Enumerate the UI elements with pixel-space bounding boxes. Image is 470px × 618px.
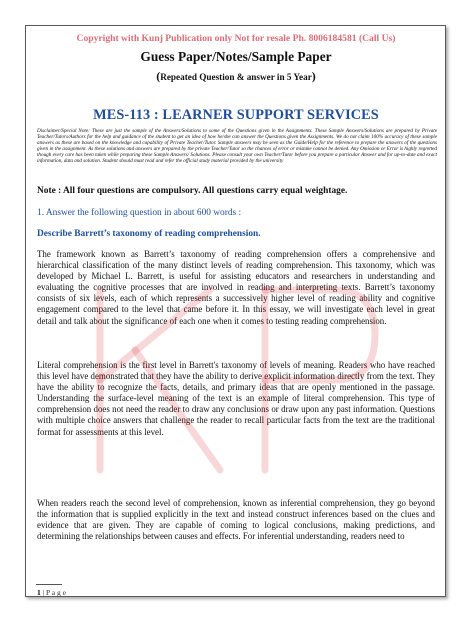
footer-separator: |: [40, 588, 47, 597]
footer-rule: [36, 584, 62, 585]
question-prompt: Describe Barrett’s taxonomy of reading comprehension.: [37, 229, 261, 239]
page-label: P a g e: [46, 588, 66, 597]
copyright-banner: Copyright with Kunj Publication only Not for resale Ph. 8006184581 (Call Us): [76, 33, 396, 44]
disclaimer-text: Disclaimer/Special Note: These are just the sample of the Answers/Solutions to some of the Questions given in the Assignments. These Sample Answers/Solutions are prepared by Private Teacher/Tutors/Authors for the help and guidance of the student to get an idea of how he/she can answer the Questions given the Assignments. We do not claim 100% accuracy of these sample answers as these are based on the knowledge and capability of Private Teacher/Tutor. Sample answers may be seen as the Guide/Help for the reference to prepare the answers of the questions given in the assignment. As these solutions and answers are prepared by the private Teacher/Tutor so the chances of error or mistake cannot be denied. Any Omission or Error is highly regretted though every care has been taken while preparing these Sample Answers/ Solutions. Please consult your own Teacher/Tutor before you prepare a particular Answer and for up-to-date and exact information, data and solution. Student should must read and refer the official study material provided by the university: [37, 128, 437, 165]
question-heading: 1. Answer the following question in about 600 words :: [37, 208, 242, 218]
document-title: Guess Paper/Notes/Sample Paper: [140, 49, 332, 64]
page-footer: [37, 588, 66, 597]
answer-paragraph-2: Literal comprehension is the first level in Barrett's taxonomy of levels of meaning. Readers who have reached this level have demonstrated that they have the ability to derive explicit information directly from the text. They have the ability to recognize the facts, details, and primary ideas that are openly mentioned in the passage. Understanding the surface-level meaning of the text is an example of literal comprehension. This type of comprehension does not need the reader to draw any conclusions or draw upon any past information. Questions with multiple choice answers that challenge the reader to recall particular facts from the text are the traditional format for assessments at this level.: [37, 360, 435, 437]
subtitle-open-paren: (: [156, 69, 161, 83]
subtitle-close-paren: ): [311, 69, 316, 83]
document-subtitle: [34, 69, 438, 84]
exam-note: Note : All four questions are compulsory. All questions carry equal weightage.: [37, 186, 348, 196]
answer-paragraph-1: The framework known as Barrett’s taxonomy of reading comprehension offers a comprehensive and hierarchical classification of the many distinct levels of reading comprehension. This taxonomy, which was developed by Michael L. Barrett, is useful for assisting educators and researchers in understanding and evaluating the cognitive processes that are involved in reading and interpreting texts. Barrett’s taxonomy consists of six levels, each of which represents a successively higher level of reading ability and cognitive engagement compared to the level that came before it. In this essay, we will investigate each level in great detail and talk about the significance of each one when it comes to testing reading comprehension.: [37, 249, 435, 326]
page-number: 1: [37, 588, 41, 597]
subtitle-text: Repeated Question & answer in 5 Year: [160, 72, 312, 82]
answer-paragraph-3: When readers reach the second level of comprehension, known as inferential comprehension, they go beyond the information that is supplied explicitly in the text and instead construct inferences based on the clues and evidence that are given. They are capable of coming to logical conclusions, making predictions, and determining the relationships between causes and effects. For inferential understanding, readers need to: [37, 498, 435, 542]
course-title: MES-113 : LEARNER SUPPORT SERVICES: [93, 107, 379, 123]
